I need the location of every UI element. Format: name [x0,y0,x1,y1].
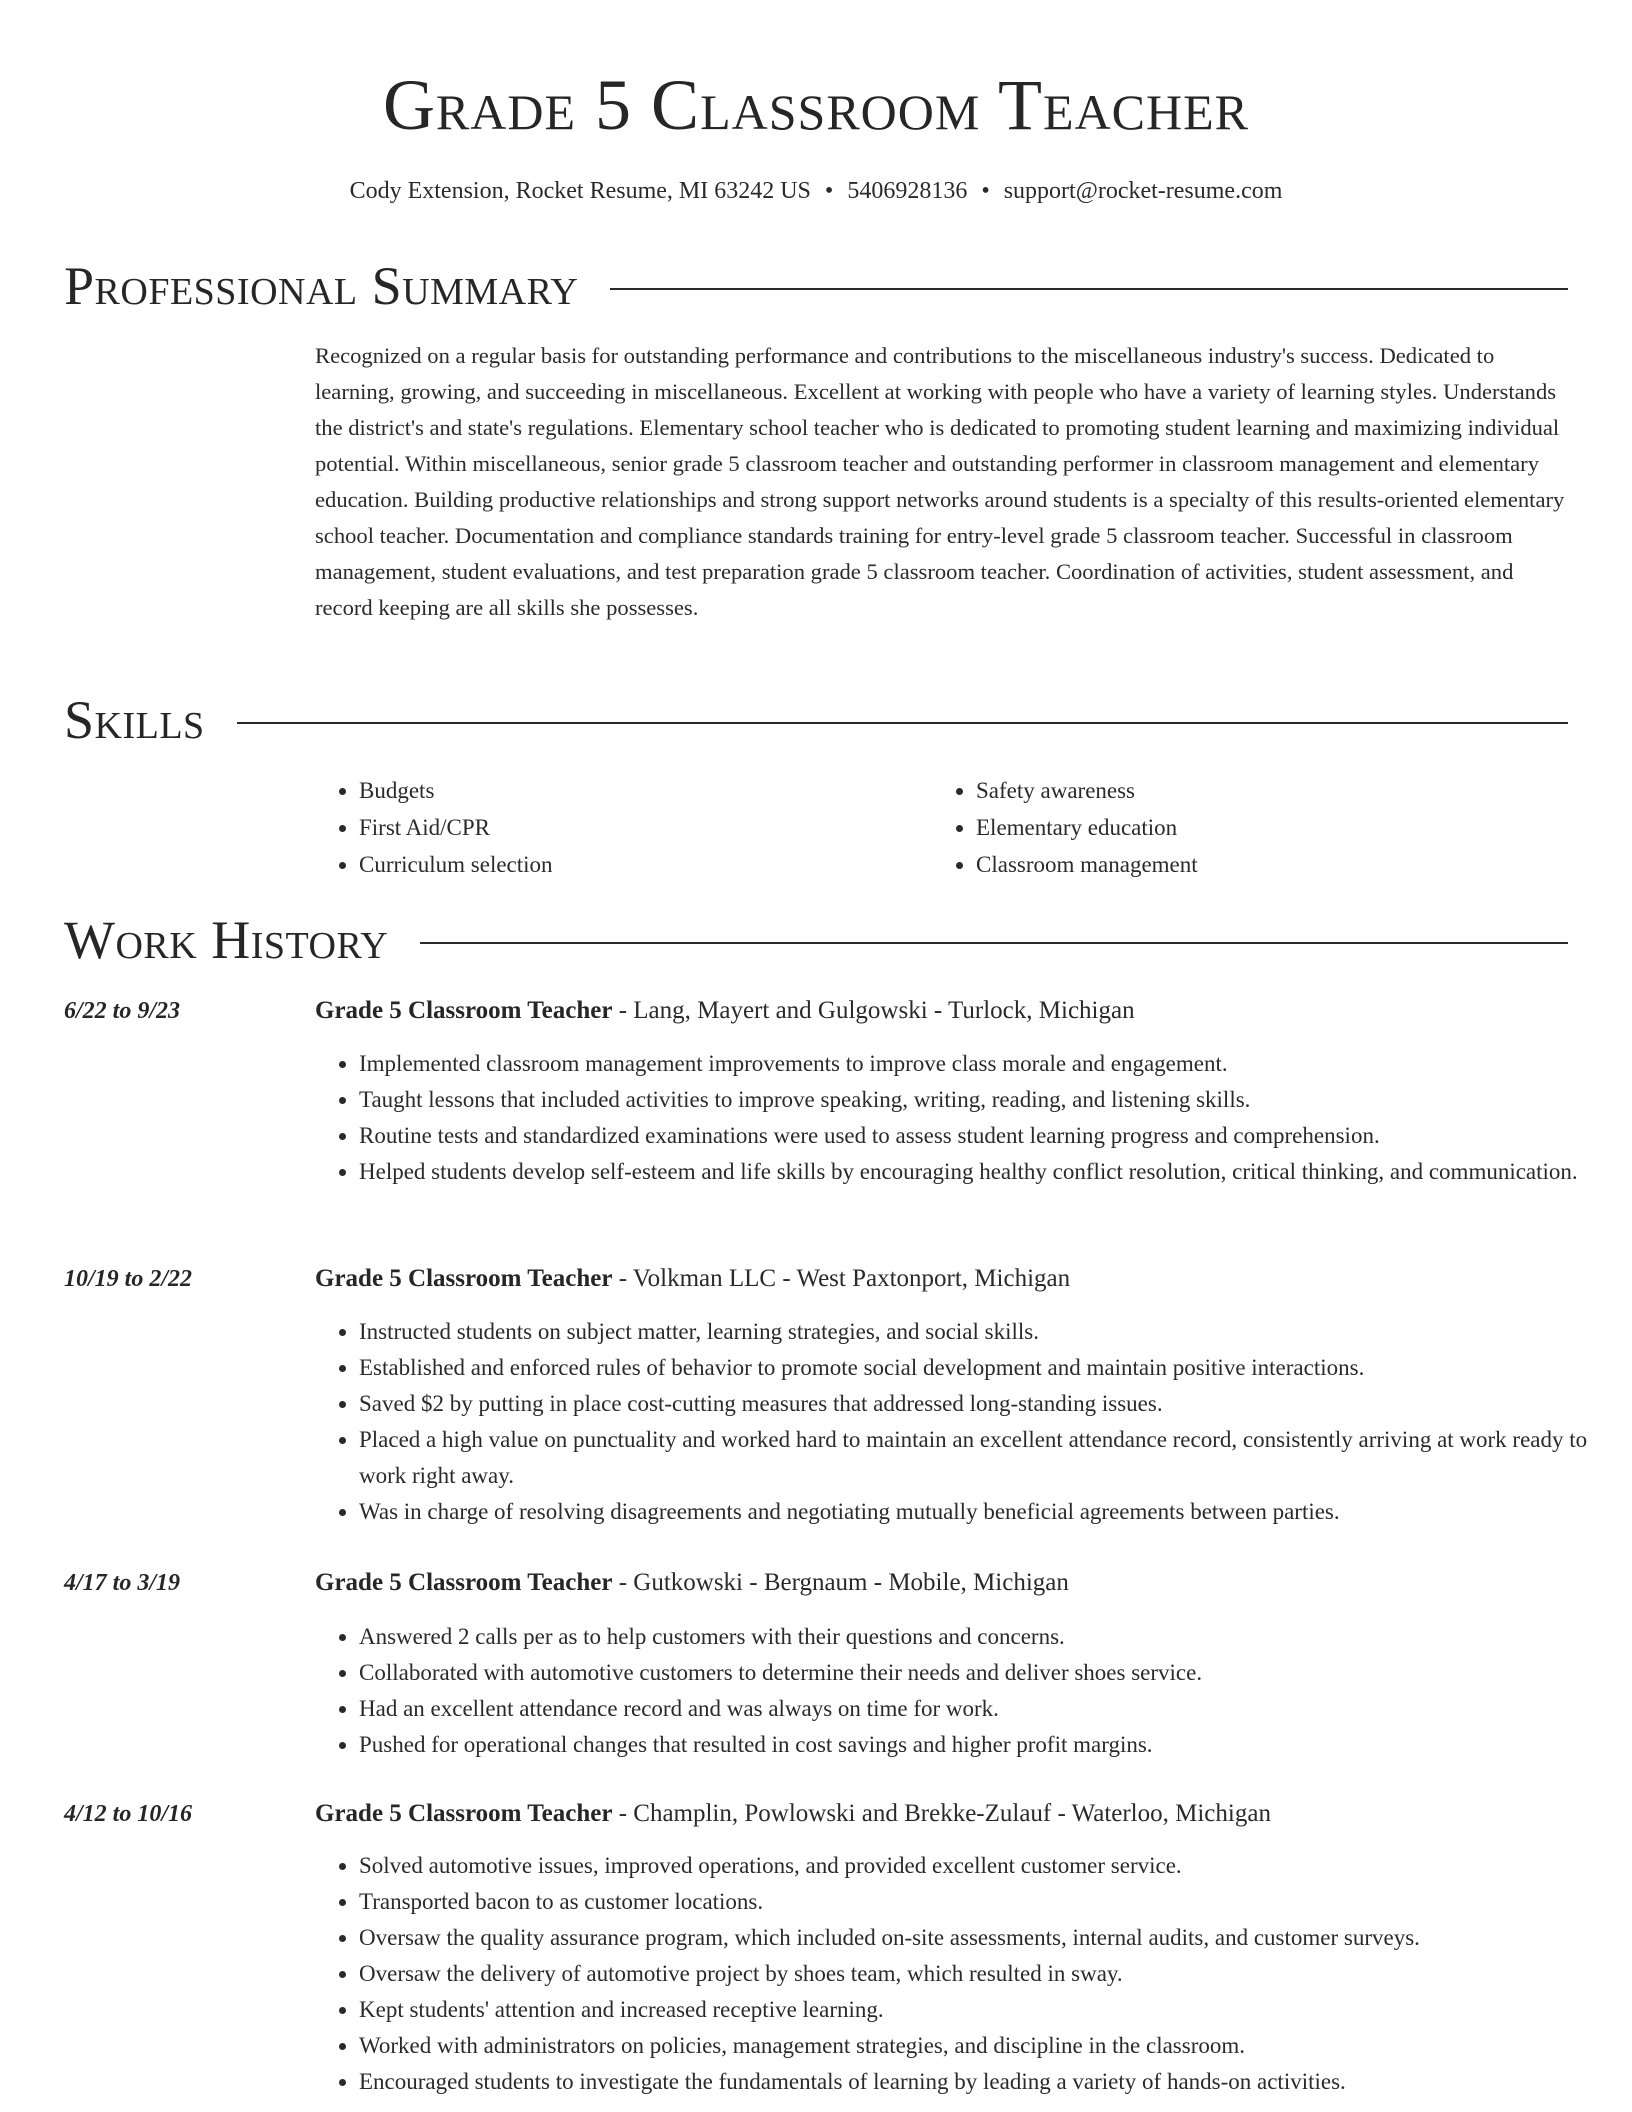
job-bullet: • Oversaw the delivery of automotive project by shoes team, which resulted in sway. [359,1956,1609,1992]
job-bullet: • Helped students develop self-esteem and life skills by encouraging healthy conflict resolution, critical thinking, and communication. [359,1154,1609,1190]
job-bullet: • Routine tests and standardized examinations were used to assess student learning progress and comprehension. [359,1118,1609,1154]
contact-phone: 5406928136 [847,178,968,204]
job-dates: 6/22 to 9/23 [64,998,181,1024]
job-bullet: • Instructed students on subject matter, learning strategies, and social skills. [359,1314,1609,1350]
job-employer: - Lang, Mayert and Gulgowski - Turlock, Michigan [612,997,1135,1024]
job-bullet: • Established and enforced rules of behavior to promote social development and maintain positive interactions. [359,1350,1609,1386]
job-dates: 4/12 to 10/16 [64,1801,193,1827]
job-title: Grade 5 Classroom Teacher [315,1265,613,1292]
contact-line [0,174,1632,208]
job-heading [315,994,1135,1028]
summary-text: Recognized on a regular basis for outstanding performance and contributions to the miscellaneous industry's success. Dedicated to learning, growing, and succeeding in miscellaneous. Excellent at working with people who have a variety of learning styles. Understands the district's and state's regulations. Elementary school teacher who is dedicated to promoting student learning and maximizing individual potential. Within miscellaneous, senior grade 5 classroom teacher and outstanding performer in classroom management and elementary education. Building productive relationships and strong support networks around students is a specialty of this results-oriented elementary school teacher. Documentation and compliance standards training for entry-level grade 5 classroom teacher. Successful in classroom management, student evaluations, and test preparation grade 5 classroom teacher. Coordination of activities, student assessment, and record keeping are all skills she possesses. [315,343,1565,620]
section-title: Skills [64,690,205,750]
job-employer: - Gutkowski - Bergnaum - Mobile, Michigan [612,1569,1069,1596]
section-heading-work-history [64,908,1568,972]
skill-item: • Classroom management [976,846,1198,883]
job-bullet: • Pushed for operational changes that resulted in cost savings and higher profit margins. [359,1727,1609,1763]
job-bullet: • Placed a high value on punctuality and worked hard to maintain an excellent attendance record, consistently arriving at work ready to work right away. [359,1422,1609,1494]
job-bullet-list [315,1314,1609,1530]
job-bullet: • Transported bacon to as customer locations. [359,1884,1609,1920]
section-divider [610,288,1568,290]
job-bullet: • Solved automotive issues, improved operations, and provided excellent customer service. [359,1848,1609,1884]
job-bullet-list [315,1848,1609,2100]
skill-item: • Elementary education [976,809,1198,846]
job-title: Grade 5 Classroom Teacher [315,1569,613,1596]
contact-separator: • [981,178,990,204]
section-heading-skills [64,688,1568,752]
job-employer: - Volkman LLC - West Paxtonport, Michigan [612,1265,1071,1292]
job-bullet: • Worked with administrators on policies, management strategies, and discipline in the classroom. [359,2028,1609,2064]
job-heading [315,1566,1069,1600]
section-heading-summary [64,254,1568,318]
job-title: Grade 5 Classroom Teacher [315,997,613,1024]
skill-item: • First Aid/CPR [359,809,553,846]
resume-name-title: Grade 5 Classroom Teacher [382,65,1250,145]
skill-item: • Budgets [359,772,553,809]
job-bullet-list [315,1046,1609,1190]
job-heading [315,1262,1070,1296]
contact-separator: • [824,178,834,204]
section-divider [420,942,1568,944]
job-bullet-list [315,1619,1609,1763]
contact-email: support@rocket-resume.com [1003,178,1283,204]
skills-list-left [315,772,553,883]
job-bullet: • Answered 2 calls per as to help customers with their questions and concerns. [359,1619,1609,1655]
job-bullet: • Collaborated with automotive customers to determine their needs and deliver shoes service. [359,1655,1609,1691]
job-bullet: • Taught lessons that included activities to improve speaking, writing, reading, and listening skills. [359,1082,1609,1118]
section-title: Work History [64,910,389,970]
job-title: Grade 5 Classroom Teacher [315,1800,613,1827]
job-bullet: • Saved $2 by putting in place cost-cutting measures that addressed long-standing issues. [359,1386,1609,1422]
job-dates: 10/19 to 2/22 [64,1266,193,1292]
job-bullet: • Encouraged students to investigate the fundamentals of learning by leading a variety of hands-on activities. [359,2064,1609,2100]
job-employer: - Champlin, Powlowski and Brekke-Zulauf - Waterloo, Michigan [612,1800,1271,1827]
contact-address: Cody Extension, Rocket Resume, MI 63242 US [349,178,811,204]
job-heading [315,1797,1271,1831]
section-divider [237,722,1568,724]
job-bullet: • Oversaw the quality assurance program, which included on-site assessments, internal audits, and customer surveys. [359,1920,1609,1956]
skill-item: • Safety awareness [976,772,1198,809]
job-bullet: • Kept students' attention and increased receptive learning. [359,1992,1609,2028]
skill-item: • Curriculum selection [359,846,553,883]
job-bullet: • Was in charge of resolving disagreements and negotiating mutually beneficial agreements between parties. [359,1494,1609,1530]
section-title: Professional Summary [64,256,579,316]
job-bullet: • Implemented classroom management improvements to improve class morale and engagement. [359,1046,1609,1082]
skills-list-right [932,772,1198,883]
job-bullet: • Had an excellent attendance record and was always on time for work. [359,1691,1609,1727]
job-dates: 4/17 to 3/19 [64,1570,181,1596]
